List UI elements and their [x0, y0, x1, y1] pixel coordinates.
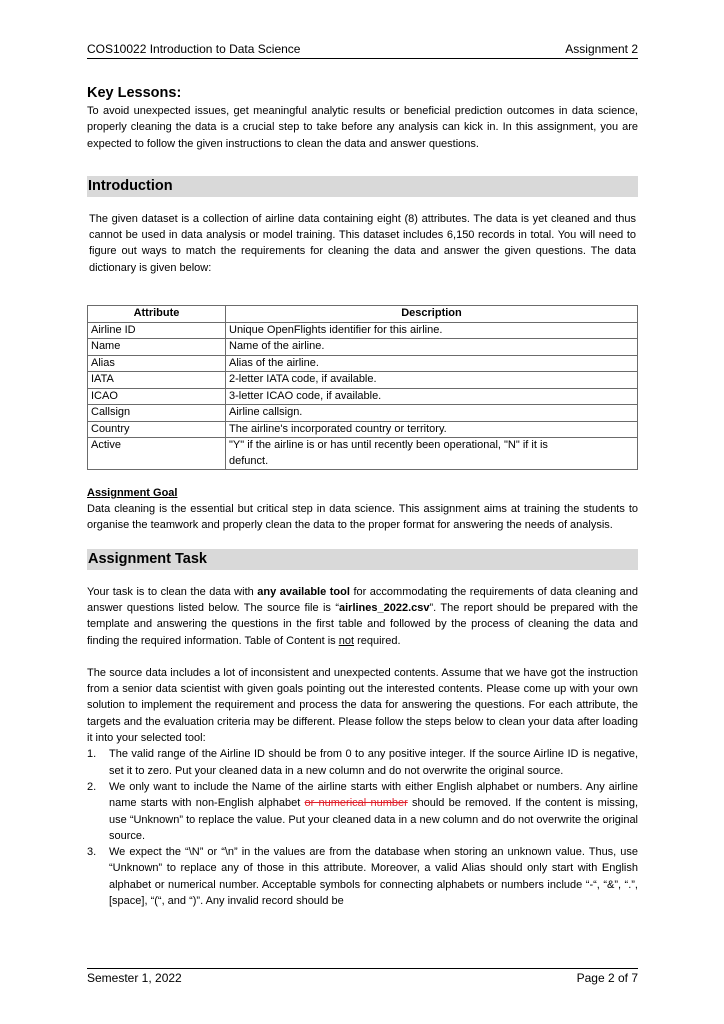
p1-text-a: Your task is to clean the data with [87, 585, 258, 598]
list-item [87, 746, 638, 779]
attribute-cell: Alias [88, 355, 226, 372]
list-item [87, 779, 638, 844]
item-text: We expect the “\N” or “\n” in the values are from the database when storing an unknown value. Thus, use “Unknown” to replace any of those in this attribute. Moreover, a valid Alias should only start with English alphabet or numerical number. Acceptable symbols for connecting alphabets or numbers include “-“, “&”, “.”, [space], “(“, and “)”. Any invalid record should be [109, 846, 638, 908]
assignment-label: Assignment 2 [565, 42, 638, 56]
table-row [88, 372, 638, 389]
table-header-row [88, 306, 638, 323]
description-cell: "Y" if the airline is or has until recently been operational, "N" if it is defunct. [226, 438, 638, 470]
table-row [88, 322, 638, 339]
table-row [88, 339, 638, 356]
page-header [87, 42, 638, 59]
course-title: COS10022 Introduction to Data Science [87, 42, 301, 56]
assignment-goal-heading: Assignment Goal [87, 487, 178, 500]
table-row [88, 388, 638, 405]
p1-text-c: ”. The report should be prepared with the template and answering the questions in the first table and followed by the process of cleaning the data and finding the required information. Table of Content is [87, 601, 638, 647]
p1-underline-not: not [338, 634, 355, 647]
table-row [88, 438, 638, 470]
page-number: Page 2 of 7 [576, 971, 638, 985]
table-header-attribute: Attribute [88, 306, 226, 323]
description-cell: Alias of the airline. [226, 355, 638, 372]
assignment-task-heading: Assignment Task [87, 549, 638, 570]
table-row [88, 421, 638, 438]
attribute-cell: Active [88, 438, 226, 470]
item-text: The valid range of the Airline ID should be from 0 to any positive integer. If the source Airline ID is negative, set it to zero. Put your cleaned data in a new column and do not overwrite the original source. [109, 748, 638, 777]
page-footer [87, 968, 638, 985]
description-cell: 3-letter ICAO code, if available. [226, 388, 638, 405]
key-lessons-heading: Key Lessons: [87, 85, 182, 101]
description-cell: Name of the airline. [226, 339, 638, 356]
attribute-cell: Country [88, 421, 226, 438]
description-cell: The airline's incorporated country or territory. [226, 421, 638, 438]
data-dictionary-table [87, 305, 638, 470]
list-number: 3. [87, 846, 97, 859]
description-cell: Unique OpenFlights identifier for this airline. [226, 322, 638, 339]
list-item [87, 844, 638, 909]
description-cell: Airline callsign. [226, 405, 638, 422]
attribute-cell: Airline ID [88, 322, 226, 339]
key-lessons-text: To avoid unexpected issues, get meaningful analytic results or beneficial prediction outcomes in data science, properly cleaning the data is a crucial step to take before any analysis can kick in. In this assignment, you are expected to follow the given instructions to clean the data and answer questions. [87, 105, 638, 150]
table-row [88, 355, 638, 372]
introduction-text: The given dataset is a collection of airline data containing eight (8) attributes. The data is yet cleaned and thus cannot be used in data analysis or model training. This dataset includes 6,150 records in total. You will need to figure out ways to match the requirements for cleaning the data and answer the given questions. The data dictionary is given below: [89, 212, 636, 274]
assignment-task-paragraph-1 [87, 584, 638, 649]
p1-text-b: for accommodating the requirements of data cleaning and answer questions listed below. The source file is “ [87, 585, 638, 614]
p1-bold-tool: any available tool [257, 585, 350, 598]
attribute-cell: IATA [88, 372, 226, 389]
list-number: 2. [87, 780, 97, 793]
attribute-cell: Name [88, 339, 226, 356]
item-text-a: We only want to include the Name of the airline starts with either English alphabet or numbers. Any airline name starts with non-English alphabet [109, 780, 638, 810]
introduction-heading: Introduction [87, 176, 638, 197]
p1-bold-filename: airlines_2022.csv [338, 601, 430, 614]
attribute-cell: ICAO [88, 388, 226, 405]
table-header-description: Description [226, 306, 638, 323]
assignment-task-paragraph-2: The source data includes a lot of inconsistent and unexpected contents. Assume that we have got the instruction from a senior data scientist with given goals pointing out the interested contents. Please come up with your own solution to implement the requirement and process the data for answering the questions. For each attribute, the targets and the evaluation criteria may be different. Please follow the steps below to clean your data after loading it into your selected tool: [87, 666, 638, 745]
attribute-cell: Callsign [88, 405, 226, 422]
p1-text-d: required. [354, 634, 401, 647]
item-text-b: should be removed. If the content is missing, use “Unknown” to replace the value. Put your cleaned data in a new column and do not overwrite the original source. [109, 797, 638, 842]
struck-text: or numerical number [304, 797, 408, 810]
page-content [87, 84, 638, 909]
list-number: 1. [87, 748, 97, 761]
table-row [88, 405, 638, 422]
semester-label: Semester 1, 2022 [87, 971, 182, 985]
description-cell: 2-letter IATA code, if available. [226, 372, 638, 389]
cleaning-steps-list [87, 746, 638, 909]
assignment-goal-text: Data cleaning is the essential but critical step in data science. This assignment aims at training the students to organise the teamwork and properly clean the data to the proper format for answering the needs of analysis. [87, 503, 638, 532]
